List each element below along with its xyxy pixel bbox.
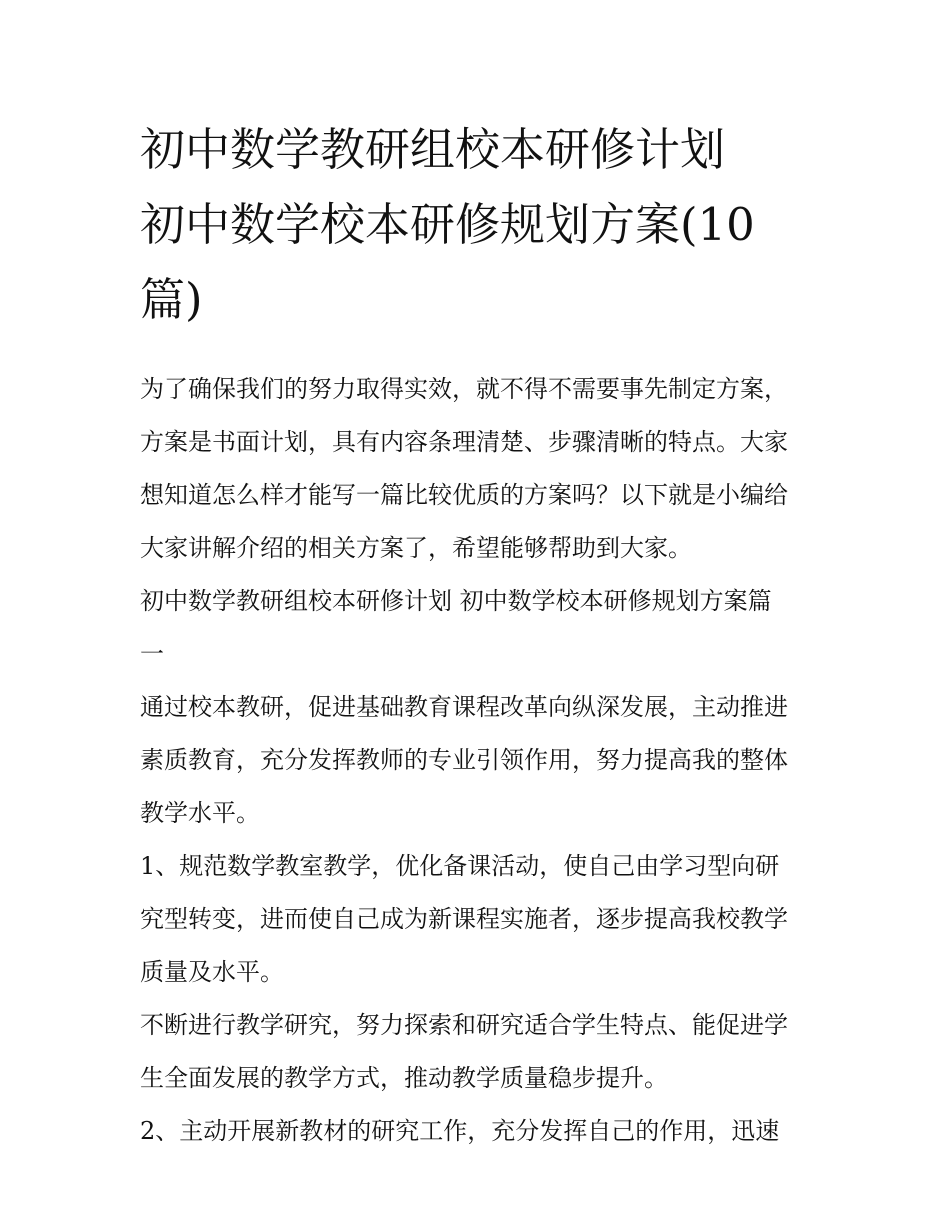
title-line: 篇) [140,273,203,326]
list-item-paragraph [140,840,820,999]
title-line: 初中数学教研组校本研修计划 [140,123,726,176]
body-paragraph [140,999,820,1105]
body-paragraph [140,681,820,840]
text-line: 一 [140,640,164,668]
text-line: 为了确保我们的努力取得实效，就不得不需要事先制定方案， [140,375,788,403]
document-body [140,363,820,1158]
text-line: 生全面发展的教学方式，推动教学质量稳步提升。 [140,1064,668,1092]
title-line: 初中数学校本研修规划方案(10 [140,198,755,251]
intro-paragraph [140,363,820,575]
text-line: 大家讲解介绍的相关方案了，希望能够帮助到大家。 [140,534,692,562]
section-heading [140,575,820,681]
document-title [140,112,820,337]
list-item-paragraph [140,1105,820,1158]
text-line: 1、规范数学教室教学，优化备课活动，使自己由学习型向研 [140,852,780,880]
document-page [140,112,820,1158]
text-line: 初中数学教研组校本研修计划 初中数学校本研修规划方案篇 [140,587,772,615]
text-line: 通过校本教研，促进基础教育课程改革向纵深发展，主动推进 [140,693,788,721]
text-line: 不断进行教学研究，努力探索和研究适合学生特点、能促进学 [140,1011,788,1039]
text-line: 2、主动开展新教材的研究工作，充分发挥自己的作用，迅速 [140,1117,780,1145]
text-line: 质量及水平。 [140,958,284,986]
text-line: 素质教育，充分发挥教师的专业引领作用，努力提高我的整体 [140,746,788,774]
text-line: 究型转变，进而使自己成为新课程实施者，逐步提高我校教学 [140,905,788,933]
text-line: 方案是书面计划，具有内容条理清楚、步骤清晰的特点。大家 [140,428,788,456]
text-line: 教学水平。 [140,799,260,827]
text-line: 想知道怎么样才能写一篇比较优质的方案吗？以下就是小编给 [140,481,788,509]
